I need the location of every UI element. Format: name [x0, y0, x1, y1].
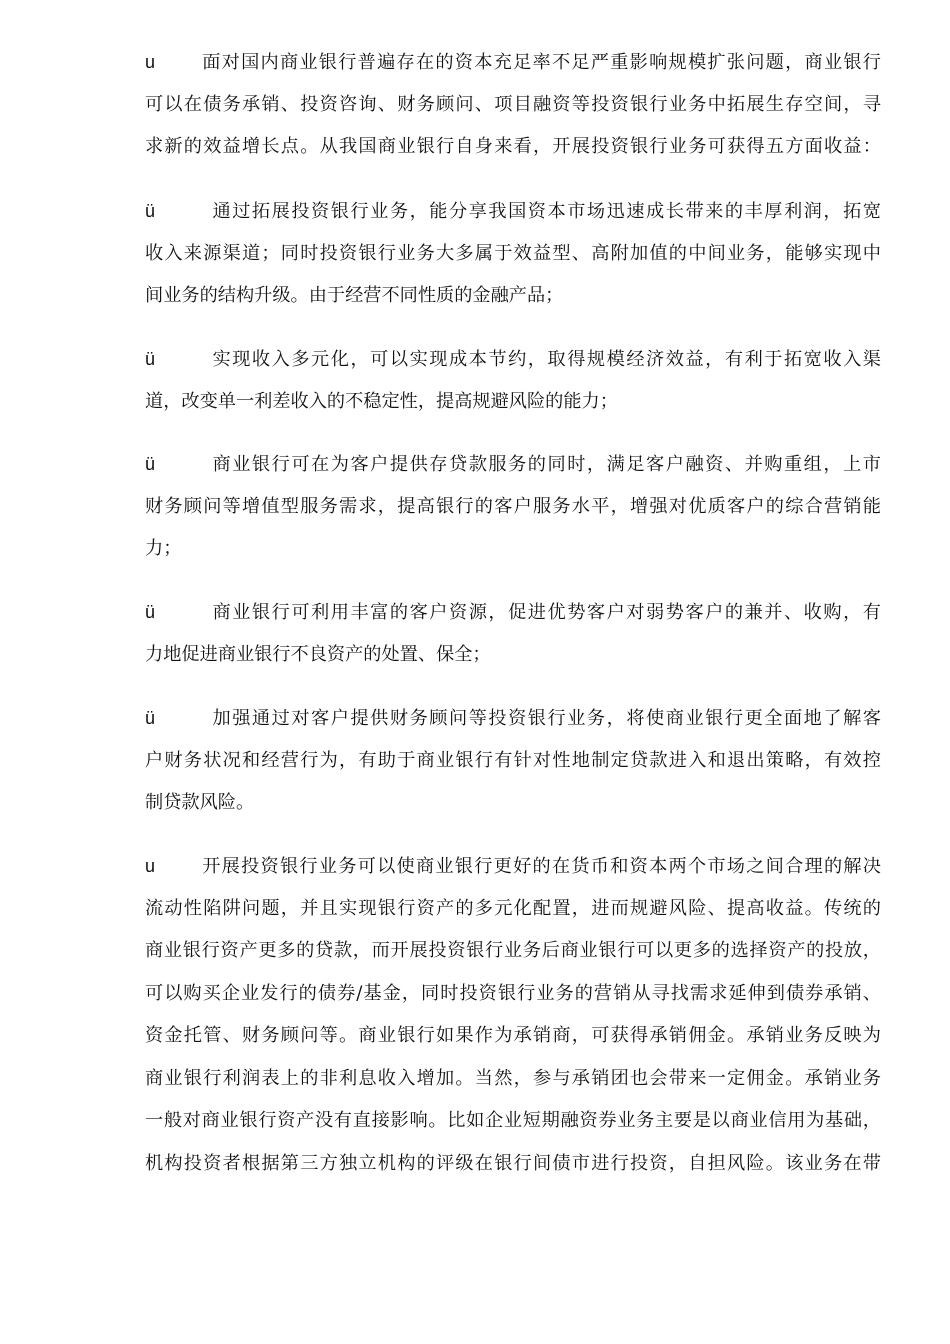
list-item-profit-sharing [145, 190, 881, 318]
bullet-check-icon: ü [145, 708, 156, 728]
paragraph-line: 收入来源渠道；同时投资银行业务大多属于效益型、高附加值的中间业务，能够实现中 [145, 242, 881, 264]
paragraph-line: 力； [145, 538, 182, 559]
paragraph-line: 财务顾问等增值型服务需求，提高银行的客户服务水平，增强对优质客户的综合营销能 [145, 495, 881, 517]
bullet-check-icon: ü [145, 349, 156, 369]
paragraph-line: ü 商业银行可在为客户提供存贷款服务的同时，满足客户融资、并购重组，上市 [145, 443, 881, 486]
paragraph-line: 资金托管、财务顾问等。商业银行如果作为承销商，可获得承销佣金。承销业务反映为 [145, 1025, 881, 1046]
paragraph-line: ü 通过拓展投资银行业务，能分享我国资本市场迅速成长带来的丰厚利润，拓宽 [145, 190, 881, 233]
paragraph-liquidity [145, 845, 881, 1185]
paragraph-line: u 开展投资银行业务可以使商业银行更好的在货币和资本两个市场之间合理的解决 [145, 845, 881, 888]
bullet-check-icon: ü [145, 201, 156, 221]
paragraph-line: ü 实现收入多元化，可以实现成本节约，取得规模经济效益，有利于拓宽收入渠 [145, 338, 881, 381]
paragraph-line: 道，改变单一利差收入的不稳定性，提高规避风险的能力； [145, 390, 618, 412]
list-item-risk-control [145, 697, 881, 825]
bullet-u-icon: u [145, 52, 156, 72]
paragraph-line: 可以购买企业发行的债券/基金，同时投资银行业务的营销从寻找需求延伸到债券承销、 [145, 982, 881, 1004]
list-item-client-services [145, 443, 881, 571]
list-item-client-resources [145, 591, 881, 676]
paragraph-line: 机构投资者根据第三方独立机构的评级在银行间债市进行投资，自担风险。该业务在带 [145, 1152, 881, 1174]
paragraph-line: 可以在债务承销、投资咨询、财务顾问、项目融资等投资银行业务中拓展生存空间，寻 [145, 93, 881, 115]
paragraph-line: u 面对国内商业银行普遍存在的资本充足率不足严重影响规模扩张问题，商业银行 [145, 41, 881, 84]
paragraph-line: 间业务的结构升级。由于经营不同性质的金融产品； [145, 285, 564, 306]
paragraph-line: 力地促进商业银行不良资产的处置、保全； [145, 643, 491, 665]
paragraph-line: 商业银行资产更多的贷款，而开展投资银行业务后商业银行可以更多的选择资产的投放， [145, 940, 881, 961]
bullet-u-icon: u [145, 856, 156, 876]
bullet-check-icon: ü [145, 602, 156, 622]
paragraph-line: 流动性陷阱问题，并且实现银行资产的多元化配置，进而规避风险、提高收益。传统的 [145, 897, 881, 919]
paragraph-line: 户财务状况和经营行为，有助于商业银行有针对性地制定贷款进入和退出策略，有效控 [145, 749, 881, 771]
paragraph-line: 制贷款风险。 [145, 792, 255, 813]
paragraph-line: ü 加强通过对客户提供财务顾问等投资银行业务，将使商业银行更全面地了解客 [145, 697, 881, 740]
paragraph-line: 商业银行利润表上的非利息收入增加。当然，参与承销团也会带来一定佣金。承销业务 [145, 1067, 881, 1089]
bullet-check-icon: ü [145, 454, 156, 474]
paragraph-line: ü 商业银行可利用丰富的客户资源，促进优势客户对弱势客户的兼并、收购，有 [145, 591, 881, 634]
paragraph-capital-adequacy [145, 41, 881, 169]
paragraph-line: 求新的效益增长点。从我国商业银行自身来看，开展投资银行业务可获得五方面收益： [145, 136, 881, 157]
paragraph-line: 一般对商业银行资产没有直接影响。比如企业短期融资券业务主要是以商业信用为基础， [145, 1110, 881, 1131]
list-item-income-diversification [145, 338, 881, 423]
